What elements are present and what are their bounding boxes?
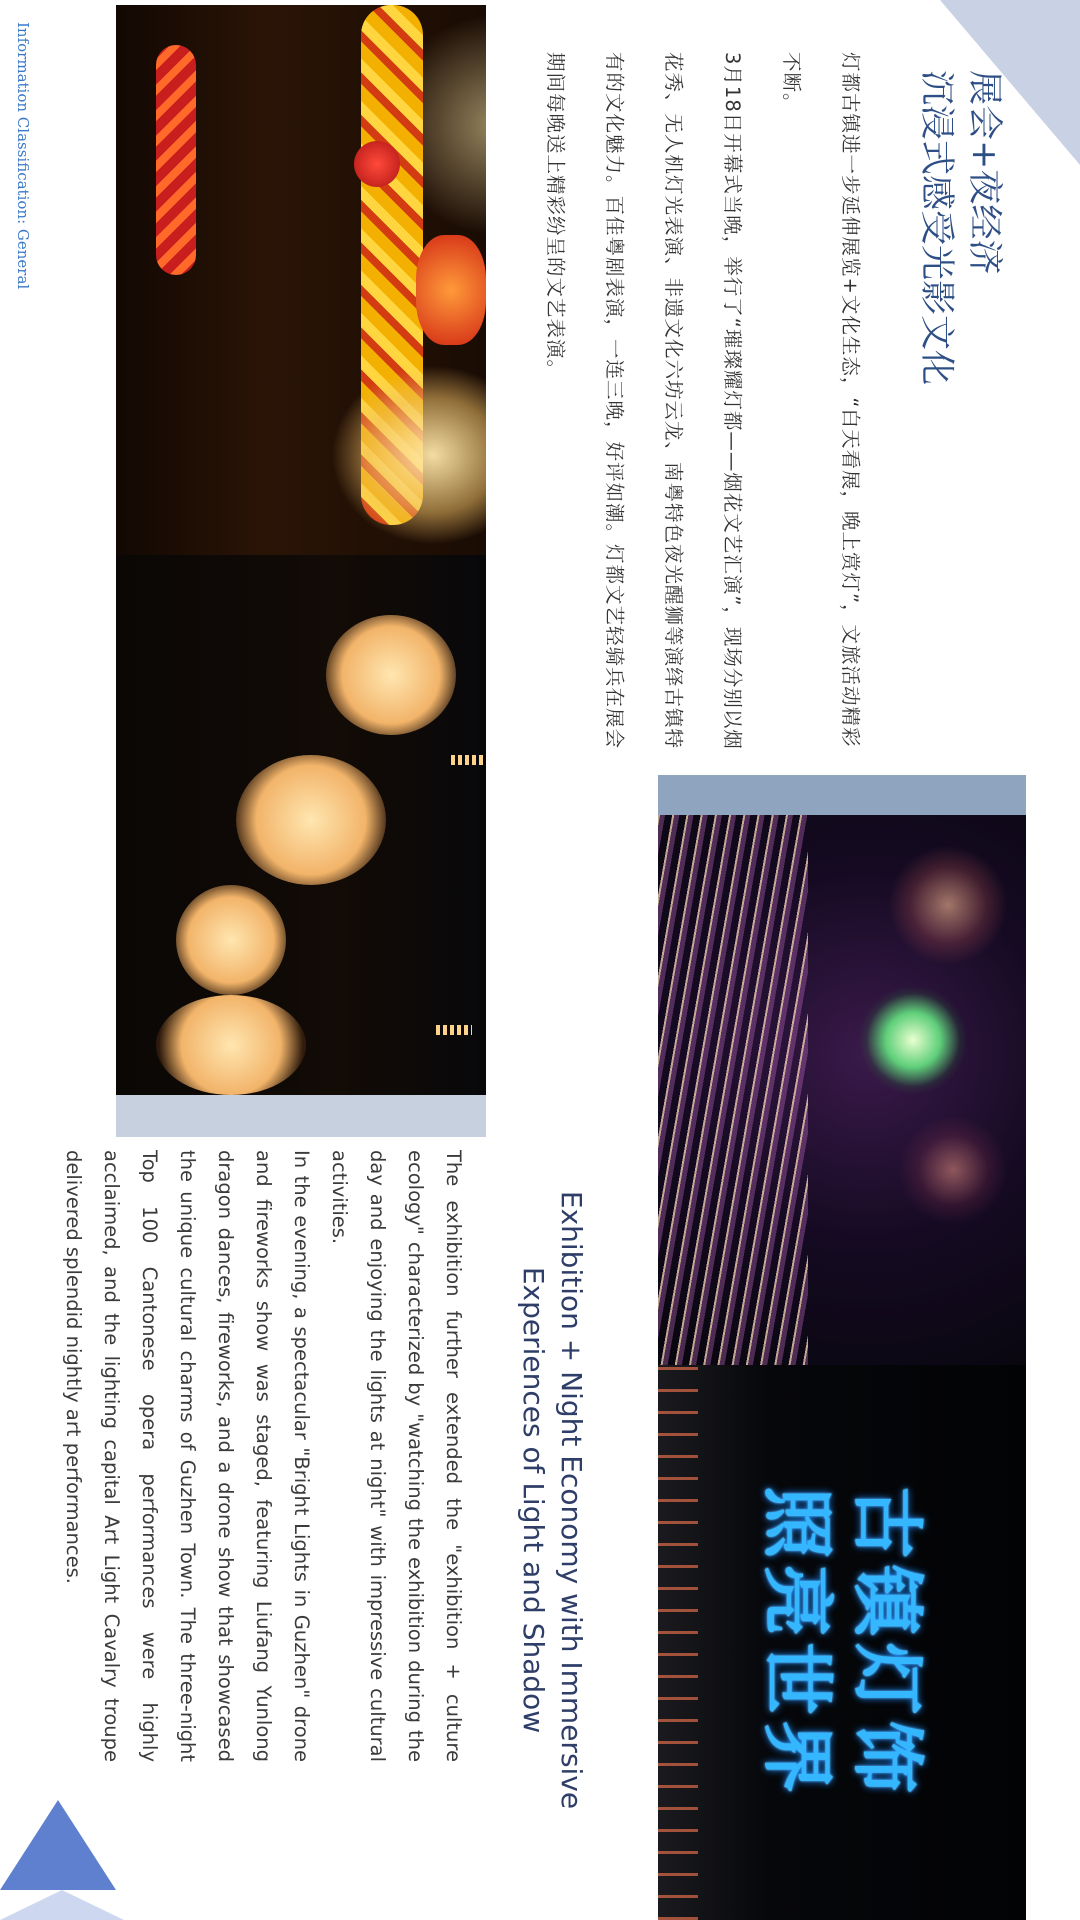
chinese-title-line2: 沉浸式感受光影文化 (916, 70, 956, 386)
english-paragraph-2: In the evening, a spectacular "Bright Lights in Guzhen" drone and fireworks show was staged, featuring Liufang Yunlong dragon dances, fireworks, and a drone show that showcased the unique cultural charms of Guzhen Town. The three-night Top 100 Cantonese opera performances were highly acclaimed, and the lighting capital Art Light Cavalry troupe delivered splendid nightly art performances. (62, 1150, 313, 1762)
fireworks-photo (658, 815, 1026, 1365)
corner-triangle-bottom-light (0, 1890, 124, 1920)
drone-light-text (658, 1365, 1026, 1920)
pink-firework-burst (898, 1115, 1008, 1225)
drone-text-line1: 古镇灯饰 (845, 1486, 929, 1799)
english-title: Exhibition + Night Economy with Immersive Experiences of Light and Shadow (517, 1190, 588, 1810)
dragon-head-shape (416, 235, 486, 345)
chinese-title (908, 70, 1008, 490)
red-firework-burst (888, 845, 1008, 965)
red-dragon-shape (156, 45, 196, 275)
chinese-paragraph-2: 3月18日开幕式当晚，举行了“璀璨耀灯都——烟花文艺汇演”，现场分别以烟花秀、无人机灯光表演、非遗文化六坊云龙、南粤特色夜光醒狮等演绎古镇特有的文化魅力。百佳粤剧表演，一连三晚，好评如潮。灯都文艺轻骑兵在展会期间每晚送上精彩纷呈的文艺表演。 (544, 52, 744, 750)
deer-lantern (176, 885, 286, 995)
chinese-paragraph-1: 灯都古镇进一步延伸展览+文化生态，“白天看展，晚上赏灯”，文旅活动精彩不断。 (780, 52, 862, 748)
english-body (62, 1150, 472, 1762)
drone-text-line2: 照亮世界 (755, 1486, 839, 1799)
distant-lights-2 (436, 1025, 472, 1035)
animal-lantern-group (236, 755, 386, 885)
fox-lantern (326, 615, 456, 735)
english-paragraph-1: The exhibition further extended the "exhibition + culture ecology" characterized by "watching the exhibition during the day and enjoying the lights at night" with impressive cultural activities. (328, 1150, 465, 1762)
red-lantern (354, 141, 400, 187)
light-arch-glow (331, 365, 486, 545)
information-classification-label: Information Classification: General (14, 22, 32, 290)
green-firework-burst (858, 985, 968, 1095)
chinese-title-line1: 展会+夜经济 (964, 70, 1004, 275)
distant-lights (451, 755, 486, 765)
accent-bar-right (658, 775, 1026, 815)
corner-triangle-bottom (0, 1800, 116, 1890)
firework-streaks (658, 815, 808, 1365)
accent-bar-left (116, 1095, 486, 1137)
dragon-dance-photo (116, 5, 486, 555)
animal-lantern-small (156, 995, 306, 1095)
lantern-animals-photo (116, 555, 486, 1095)
chinese-body (490, 52, 880, 752)
drone-show-photo (658, 1365, 1026, 1920)
